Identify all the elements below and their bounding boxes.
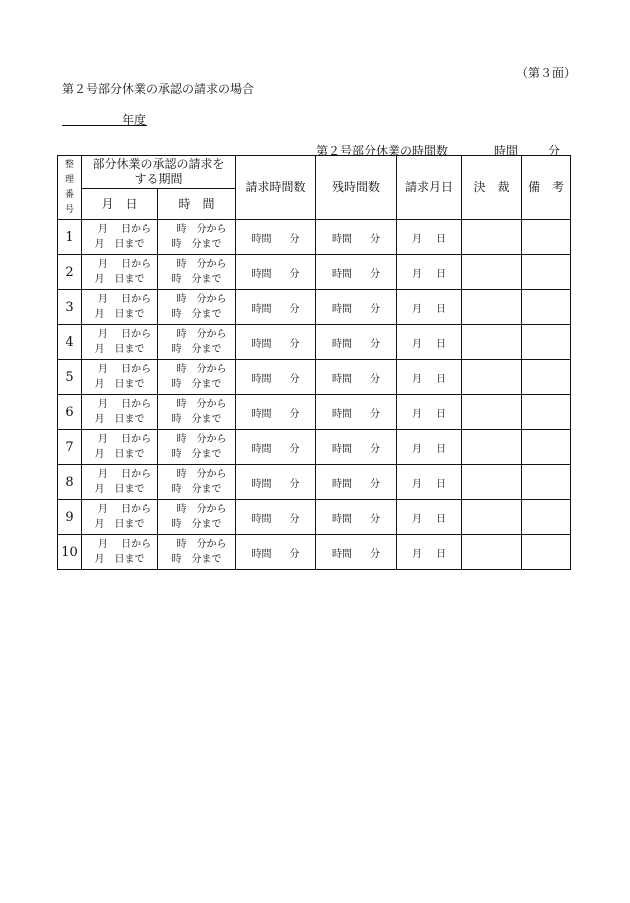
date-to: 月 日まで xyxy=(94,449,145,460)
hour-unit: 時間 xyxy=(332,478,353,490)
month-unit: 月 xyxy=(412,268,423,280)
hour-unit: 時間 xyxy=(332,233,353,245)
approval-cell[interactable] xyxy=(462,360,522,395)
minute-unit: 分 xyxy=(289,478,300,490)
requested-hours-cell[interactable] xyxy=(236,535,316,570)
request-date-cell[interactable] xyxy=(397,500,462,535)
remaining-hours-cell[interactable] xyxy=(316,290,397,325)
time-to: 時 分まで xyxy=(171,274,222,285)
minute-unit: 分 xyxy=(289,338,300,350)
date-to: 月 日まで xyxy=(94,309,145,320)
hour-unit: 時間 xyxy=(332,303,353,315)
date-to: 月 日まで xyxy=(94,344,145,355)
date-range-cell[interactable] xyxy=(82,535,158,570)
date-from: 月 日から xyxy=(97,434,152,445)
table-row xyxy=(58,220,571,255)
date-range-cell[interactable] xyxy=(82,255,158,290)
minute-unit: 分 xyxy=(289,513,300,525)
remaining-hours-cell[interactable] xyxy=(316,500,397,535)
date-to: 月 日まで xyxy=(94,379,145,390)
minute-unit: 分 xyxy=(289,233,300,245)
table-row xyxy=(58,500,571,535)
remarks-cell[interactable] xyxy=(522,290,571,325)
table-row xyxy=(58,325,571,360)
approval-cell[interactable] xyxy=(462,430,522,465)
date-to: 月 日まで xyxy=(94,519,145,530)
time-range-cell[interactable] xyxy=(158,465,236,500)
serial-number-header xyxy=(58,156,82,220)
minute-unit: 分 xyxy=(289,373,300,385)
requested-hours-cell[interactable] xyxy=(236,395,316,430)
row-number: 9 xyxy=(58,500,82,535)
time-from: 時 分から xyxy=(176,364,227,375)
requested-hours-header: 請求時間数 xyxy=(236,156,316,220)
date-range-cell[interactable] xyxy=(82,395,158,430)
time-range-cell[interactable] xyxy=(158,360,236,395)
time-from: 時 分から xyxy=(176,224,227,235)
day-unit: 日 xyxy=(436,443,447,455)
remarks-cell[interactable] xyxy=(522,465,571,500)
date-to: 月 日まで xyxy=(94,274,145,285)
row-number: 1 xyxy=(58,220,82,255)
time-to: 時 分まで xyxy=(171,519,222,530)
day-unit: 日 xyxy=(436,268,447,280)
time-to: 時 分まで xyxy=(171,239,222,250)
time-range-cell[interactable] xyxy=(158,255,236,290)
time-from: 時 分から xyxy=(176,539,227,550)
hour-unit: 時間 xyxy=(332,443,353,455)
hour-unit: 時間 xyxy=(332,268,353,280)
day-unit: 日 xyxy=(436,548,447,560)
hours-summary-minutes-unit: 分 xyxy=(548,144,561,158)
hour-unit: 時間 xyxy=(251,443,272,455)
page-number: （第３面） xyxy=(516,66,577,80)
date-from: 月 日から xyxy=(97,224,152,235)
table-row xyxy=(58,465,571,500)
hour-unit: 時間 xyxy=(251,268,272,280)
requested-hours-cell[interactable] xyxy=(236,255,316,290)
row-number: 4 xyxy=(58,325,82,360)
remaining-hours-cell[interactable] xyxy=(316,325,397,360)
remarks-cell[interactable] xyxy=(522,395,571,430)
month-unit: 月 xyxy=(412,443,423,455)
row-number: 5 xyxy=(58,360,82,395)
minute-unit: 分 xyxy=(289,303,300,315)
request-date-cell[interactable] xyxy=(397,360,462,395)
request-date-cell[interactable] xyxy=(397,395,462,430)
remarks-cell[interactable] xyxy=(522,360,571,395)
date-from: 月 日から xyxy=(97,504,152,515)
remaining-hours-cell[interactable] xyxy=(316,535,397,570)
month-unit: 月 xyxy=(412,478,423,490)
row-number: 3 xyxy=(58,290,82,325)
hour-unit: 時間 xyxy=(332,548,353,560)
month-unit: 月 xyxy=(412,373,423,385)
remarks-cell[interactable] xyxy=(522,500,571,535)
remarks-cell[interactable] xyxy=(522,255,571,290)
hour-unit: 時間 xyxy=(332,513,353,525)
hour-unit: 時間 xyxy=(251,513,272,525)
requested-hours-cell[interactable] xyxy=(236,500,316,535)
hour-unit: 時間 xyxy=(251,338,272,350)
table-row xyxy=(58,535,571,570)
date-from: 月 日から xyxy=(97,469,152,480)
table-row xyxy=(58,430,571,465)
request-date-cell[interactable] xyxy=(397,325,462,360)
time-range-cell[interactable] xyxy=(158,395,236,430)
month-unit: 月 xyxy=(412,408,423,420)
remarks-cell[interactable] xyxy=(522,220,571,255)
time-to: 時 分まで xyxy=(171,344,222,355)
row-number: 2 xyxy=(58,255,82,290)
time-range-cell[interactable] xyxy=(158,325,236,360)
request-date-cell[interactable] xyxy=(397,535,462,570)
time-from: 時 分から xyxy=(176,294,227,305)
approval-cell[interactable] xyxy=(462,220,522,255)
approval-cell[interactable] xyxy=(462,395,522,430)
day-unit: 日 xyxy=(436,233,447,245)
remarks-header: 備 考 xyxy=(522,156,571,220)
serial-header-char: 整 xyxy=(64,159,74,170)
day-unit: 日 xyxy=(436,338,447,350)
time-range-cell[interactable] xyxy=(158,430,236,465)
hour-unit: 時間 xyxy=(251,233,272,245)
table-row xyxy=(58,290,571,325)
remaining-hours-cell[interactable] xyxy=(316,395,397,430)
date-range-cell[interactable] xyxy=(82,360,158,395)
month-unit: 月 xyxy=(412,513,423,525)
time-range-cell[interactable] xyxy=(158,535,236,570)
hour-unit: 時間 xyxy=(332,373,353,385)
period-header-line2: する期間 xyxy=(134,172,183,186)
date-from: 月 日から xyxy=(97,259,152,270)
hour-unit: 時間 xyxy=(251,303,272,315)
time-range-cell[interactable] xyxy=(158,500,236,535)
hour-unit: 時間 xyxy=(251,548,272,560)
hour-unit: 時間 xyxy=(332,408,353,420)
minute-unit: 分 xyxy=(370,303,381,315)
month-unit: 月 xyxy=(412,303,423,315)
approval-cell[interactable] xyxy=(462,500,522,535)
date-range-cell[interactable] xyxy=(82,325,158,360)
date-from: 月 日から xyxy=(97,364,152,375)
remarks-cell[interactable] xyxy=(522,325,571,360)
serial-header-char: 理 xyxy=(64,174,74,185)
row-number: 7 xyxy=(58,430,82,465)
date-from: 月 日から xyxy=(97,329,152,340)
time-to: 時 分まで xyxy=(171,484,222,495)
approval-header: 決 裁 xyxy=(462,156,522,220)
hour-unit: 時間 xyxy=(251,373,272,385)
time-from: 時 分から xyxy=(176,399,227,410)
approval-cell[interactable] xyxy=(462,325,522,360)
minute-unit: 分 xyxy=(370,408,381,420)
hour-unit: 時間 xyxy=(251,408,272,420)
minute-unit: 分 xyxy=(370,268,381,280)
form-heading: 第２号部分休業の承認の請求の場合 xyxy=(62,82,255,96)
minute-unit: 分 xyxy=(370,513,381,525)
date-range-cell[interactable] xyxy=(82,500,158,535)
request-date-cell[interactable] xyxy=(397,465,462,500)
request-date-cell[interactable] xyxy=(397,430,462,465)
requested-hours-cell[interactable] xyxy=(236,325,316,360)
request-date-header: 請求月日 xyxy=(397,156,462,220)
approval-cell[interactable] xyxy=(462,255,522,290)
day-unit: 日 xyxy=(436,478,447,490)
month-unit: 月 xyxy=(412,338,423,350)
minute-unit: 分 xyxy=(370,233,381,245)
time-from: 時 分から xyxy=(176,259,227,270)
row-number: 8 xyxy=(58,465,82,500)
table-row xyxy=(58,360,571,395)
minute-unit: 分 xyxy=(289,548,300,560)
request-date-cell[interactable] xyxy=(397,220,462,255)
time-from: 時 分から xyxy=(176,469,227,480)
time-to: 時 分まで xyxy=(171,379,222,390)
date-range-cell[interactable] xyxy=(82,465,158,500)
date-to: 月 日まで xyxy=(94,554,145,565)
time-to: 時 分まで xyxy=(171,554,222,565)
time-range-cell[interactable] xyxy=(158,290,236,325)
month-unit: 月 xyxy=(412,233,423,245)
time-to: 時 分まで xyxy=(171,449,222,460)
day-unit: 日 xyxy=(436,303,447,315)
minute-unit: 分 xyxy=(370,443,381,455)
requested-hours-cell[interactable] xyxy=(236,290,316,325)
time-from: 時 分から xyxy=(176,504,227,515)
period-header xyxy=(82,156,236,189)
remaining-hours-cell[interactable] xyxy=(316,360,397,395)
date-to: 月 日まで xyxy=(94,414,145,425)
remaining-hours-cell[interactable] xyxy=(316,255,397,290)
minute-unit: 分 xyxy=(289,443,300,455)
row-number: 10 xyxy=(58,535,82,570)
remaining-hours-cell[interactable] xyxy=(316,430,397,465)
date-from: 月 日から xyxy=(97,399,152,410)
time-to: 時 分まで xyxy=(171,309,222,320)
table-row xyxy=(58,255,571,290)
date-range-cell[interactable] xyxy=(82,220,158,255)
hour-unit: 時間 xyxy=(332,338,353,350)
time-from: 時 分から xyxy=(176,434,227,445)
year-label: 年度 xyxy=(122,113,147,127)
time-subheader: 時 間 xyxy=(158,189,236,220)
time-from: 時 分から xyxy=(176,329,227,340)
table-row xyxy=(58,395,571,430)
requested-hours-cell[interactable] xyxy=(236,465,316,500)
date-to: 月 日まで xyxy=(94,239,145,250)
day-unit: 日 xyxy=(436,373,447,385)
minute-unit: 分 xyxy=(370,478,381,490)
serial-header-char: 番 xyxy=(64,189,74,200)
request-date-cell[interactable] xyxy=(397,255,462,290)
month-unit: 月 xyxy=(412,548,423,560)
remaining-hours-cell[interactable] xyxy=(316,465,397,500)
approval-cell[interactable] xyxy=(462,535,522,570)
date-from: 月 日から xyxy=(97,294,152,305)
remaining-hours-header: 残時間数 xyxy=(316,156,397,220)
requested-hours-cell[interactable] xyxy=(236,430,316,465)
day-unit: 日 xyxy=(436,408,447,420)
period-header-line1: 部分休業の承認の請求を xyxy=(92,157,225,171)
hours-summary-label: 第２号部分休業の時間数 xyxy=(316,144,449,158)
date-subheader: 月 日 xyxy=(82,189,158,220)
date-range-cell[interactable] xyxy=(82,290,158,325)
serial-header-char: 号 xyxy=(64,204,74,215)
remaining-hours-cell[interactable] xyxy=(316,220,397,255)
date-to: 月 日まで xyxy=(94,484,145,495)
date-from: 月 日から xyxy=(97,539,152,550)
time-range-cell[interactable] xyxy=(158,220,236,255)
partial-leave-table xyxy=(57,155,571,570)
requested-hours-cell[interactable] xyxy=(236,360,316,395)
request-date-cell[interactable] xyxy=(397,290,462,325)
minute-unit: 分 xyxy=(370,548,381,560)
minute-unit: 分 xyxy=(370,373,381,385)
remarks-cell[interactable] xyxy=(522,430,571,465)
minute-unit: 分 xyxy=(289,408,300,420)
remarks-cell[interactable] xyxy=(522,535,571,570)
time-to: 時 分まで xyxy=(171,414,222,425)
hour-unit: 時間 xyxy=(251,478,272,490)
row-number: 6 xyxy=(58,395,82,430)
requested-hours-cell[interactable] xyxy=(236,220,316,255)
minute-unit: 分 xyxy=(370,338,381,350)
approval-cell[interactable] xyxy=(462,465,522,500)
approval-cell[interactable] xyxy=(462,290,522,325)
date-range-cell[interactable] xyxy=(82,430,158,465)
day-unit: 日 xyxy=(436,513,447,525)
hours-summary-hours-unit: 時間 xyxy=(494,144,519,158)
minute-unit: 分 xyxy=(289,268,300,280)
